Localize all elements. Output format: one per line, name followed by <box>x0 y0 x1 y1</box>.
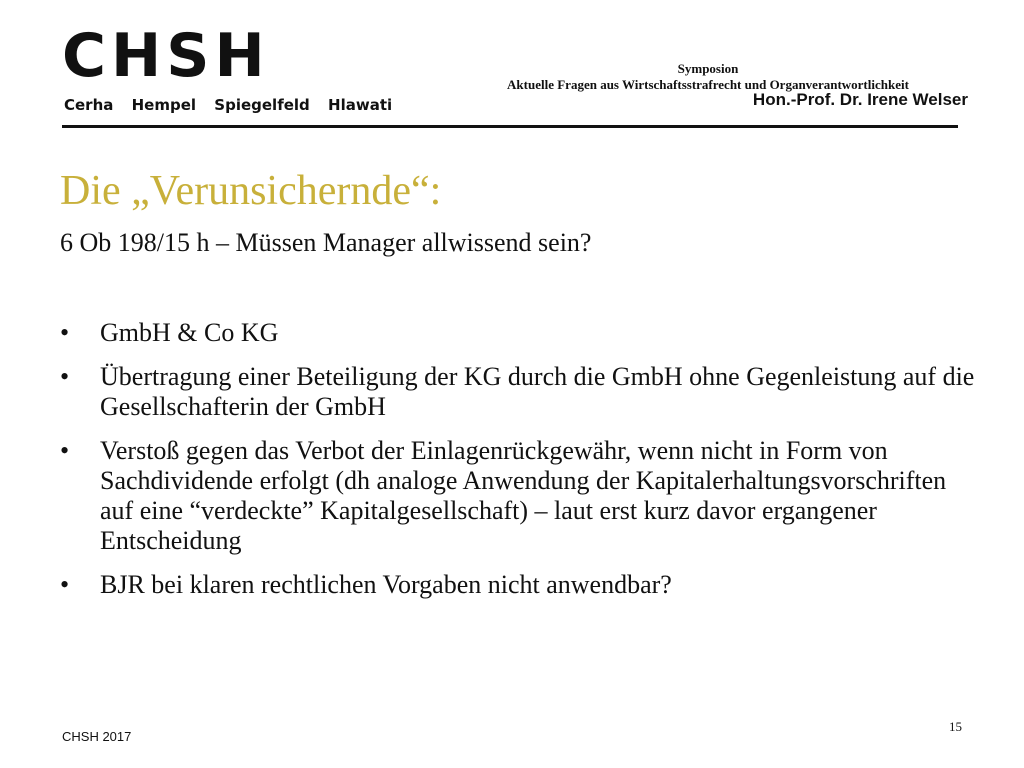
page-number: 15 <box>949 719 962 734</box>
list-item <box>60 436 980 556</box>
bullet-marker: • <box>60 436 70 465</box>
partner-name: Cerha <box>64 96 114 114</box>
partner-name: Spiegelfeld <box>214 96 310 114</box>
logo-wordmark: CHSH <box>62 21 270 91</box>
footer-copyright: CHSH 2017 <box>62 729 132 744</box>
bullet-text: Übertragung einer Beteiligung der KG durch die GmbH ohne Gegenleistung auf die Gesellschafterin der GmbH <box>100 362 975 421</box>
partner-name: Hlawati <box>328 96 393 114</box>
author-name: Hon.-Prof. Dr. Irene Welser <box>752 90 968 109</box>
list-item <box>60 362 980 422</box>
logo-partner-names <box>64 96 405 114</box>
slide-subtitle: 6 Ob 198/15 h – Müssen Manager allwissend sein? <box>60 228 592 257</box>
list-item <box>60 318 980 348</box>
bullet-marker: • <box>60 362 70 391</box>
list-item <box>60 570 980 600</box>
event-topic: Aktuelle Fragen aus Wirtschaftsstrafrecht und Organverantwortlichkeit <box>507 77 909 92</box>
bullet-text: BJR bei klaren rechtlichen Vorgaben nicht anwendbar? <box>100 570 672 599</box>
event-header <box>408 61 968 110</box>
bullet-text: GmbH & Co KG <box>100 318 279 347</box>
event-name: Symposion <box>677 61 739 76</box>
bullet-text: Verstoß gegen das Verbot der Einlagenrückgewähr, wenn nicht in Form von Sachdividende erfolgt (dh analoge Anwendung der Kapitalerhaltungsvorschriften auf eine “verdeckte” Kapitalgesellschaft) – laut erst kurz davor ergangener Entscheidung <box>100 436 947 555</box>
bullet-marker: • <box>60 570 70 599</box>
partner-name: Hempel <box>131 96 197 114</box>
header-divider <box>62 125 958 128</box>
bullet-marker: • <box>60 318 70 347</box>
bullet-list <box>60 318 980 614</box>
slide-title: Die „Verunsichernde“: <box>60 168 442 214</box>
